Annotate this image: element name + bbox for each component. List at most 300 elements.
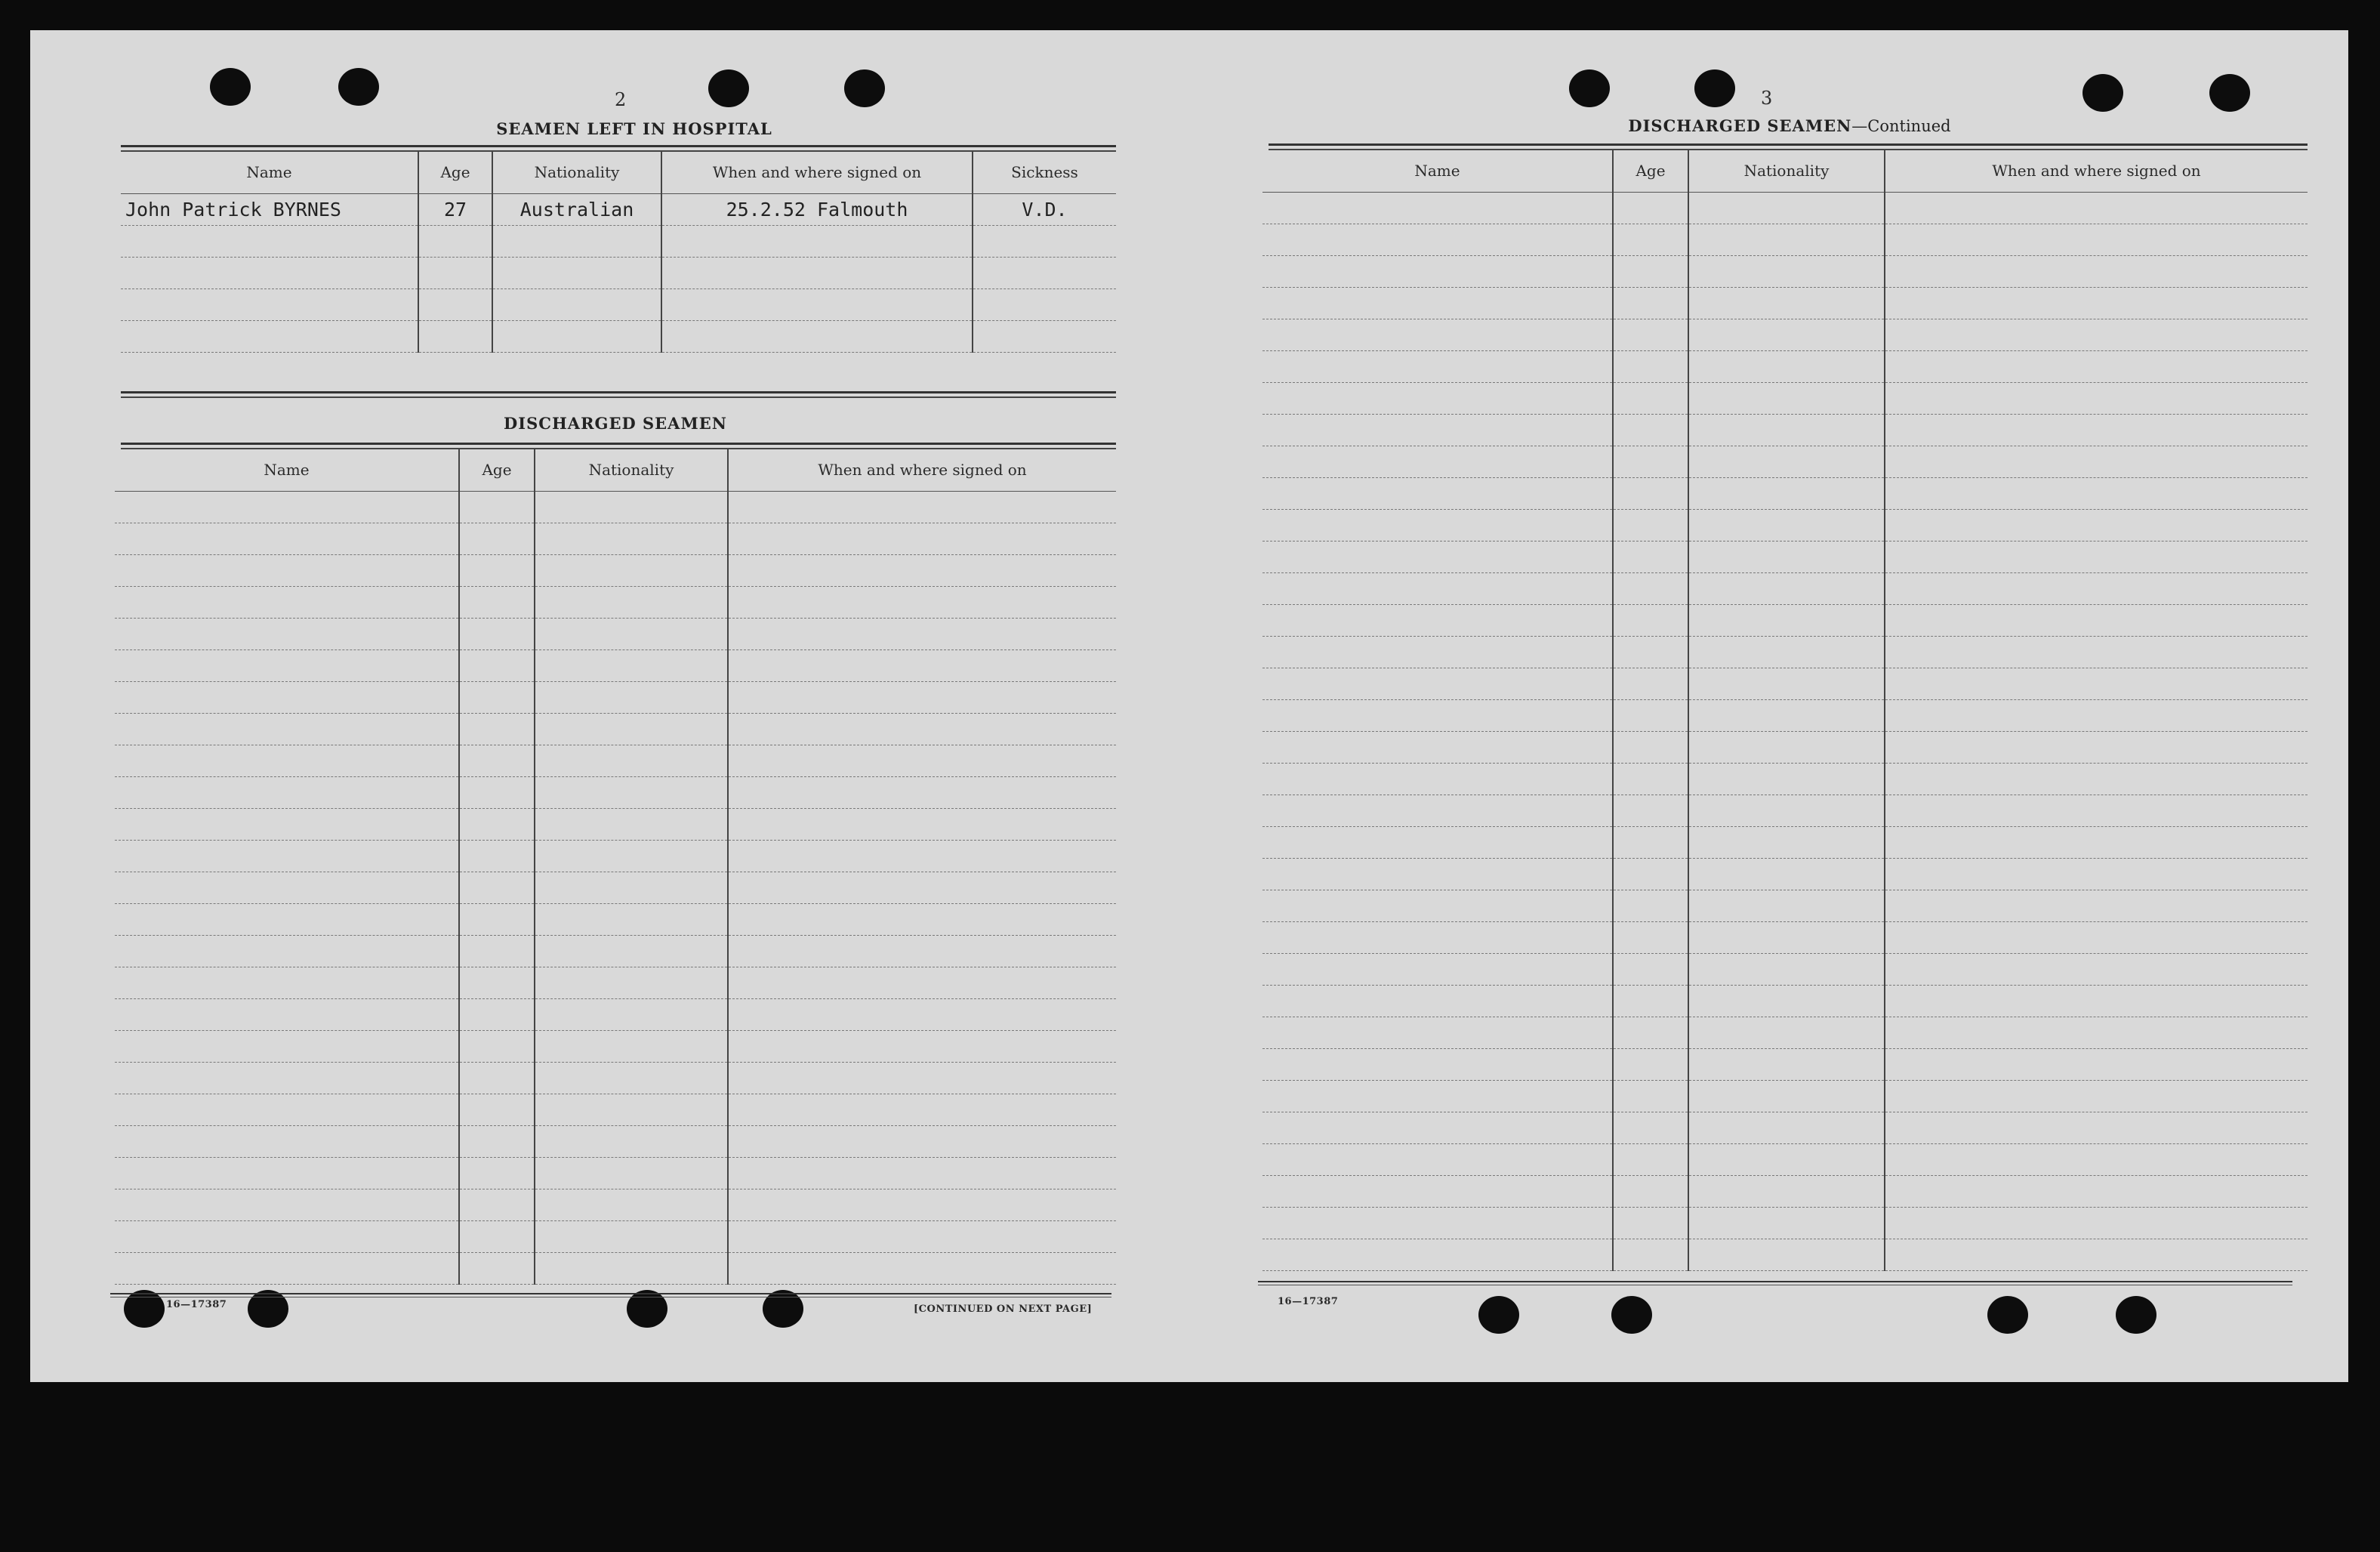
cell-signed-on — [1885, 795, 2308, 827]
table-row — [1262, 1017, 2308, 1049]
cell-name — [121, 321, 418, 353]
table-row — [1262, 1112, 2308, 1144]
table-row — [1262, 1208, 2308, 1239]
column-header-age: Age — [459, 449, 535, 492]
discharged-table — [115, 449, 1116, 1285]
table-row — [121, 289, 1116, 321]
cell-signed-on — [1885, 637, 2308, 668]
table-row — [115, 1094, 1116, 1126]
cell-nationality — [1688, 1081, 1885, 1112]
cell-signed-on — [1885, 542, 2308, 573]
cell-nationality — [535, 682, 728, 714]
punch-hole — [2082, 74, 2123, 112]
cell-nationality — [535, 809, 728, 841]
cell-nationality — [535, 1126, 728, 1158]
cell-signed-on — [728, 872, 1116, 904]
cell-sickness — [973, 226, 1116, 258]
cell-age — [1613, 1208, 1688, 1239]
cell-name — [1262, 319, 1613, 351]
cell-signed-on — [1885, 1112, 2308, 1144]
cell-nationality — [535, 619, 728, 650]
cell-name — [115, 619, 459, 650]
cell-age — [459, 745, 535, 777]
cell-name — [1262, 256, 1613, 288]
cell-name — [1262, 415, 1613, 446]
cell-age — [459, 1253, 535, 1285]
table-row — [1262, 288, 2308, 319]
cell-sickness — [973, 258, 1116, 289]
cell-nationality — [1688, 922, 1885, 954]
cell-age — [1613, 573, 1688, 605]
cell-age — [459, 714, 535, 745]
cell-signed-on — [728, 1126, 1116, 1158]
cell-signed-on — [728, 587, 1116, 619]
cell-name — [115, 1063, 459, 1094]
cell-name — [115, 745, 459, 777]
table-row — [115, 587, 1116, 619]
table-row — [115, 936, 1116, 967]
cell-nationality — [535, 999, 728, 1031]
cell-age — [459, 1221, 535, 1253]
cell-age — [1613, 478, 1688, 510]
cell-nationality — [1688, 446, 1885, 478]
table-row — [1262, 732, 2308, 764]
cell-sickness: V.D. — [973, 194, 1116, 226]
cell-name — [115, 967, 459, 999]
cell-name — [121, 226, 418, 258]
table-row — [115, 809, 1116, 841]
cell-nationality — [1688, 795, 1885, 827]
cell-age — [418, 258, 492, 289]
table-row — [121, 194, 1116, 226]
form-number-left: 16—17387 — [166, 1299, 227, 1310]
cell-age — [418, 226, 492, 258]
cell-nationality — [535, 1031, 728, 1063]
table-row — [1262, 827, 2308, 859]
table-row — [1262, 510, 2308, 542]
cell-signed-on — [1885, 827, 2308, 859]
cell-name — [121, 289, 418, 321]
cell-signed-on — [1885, 256, 2308, 288]
cell-nationality — [1688, 605, 1885, 637]
bottom-rule — [110, 1293, 1111, 1297]
cell-name — [1262, 605, 1613, 637]
table-row — [121, 258, 1116, 289]
cell-age — [459, 777, 535, 809]
cell-age — [1613, 890, 1688, 922]
cell-nationality — [535, 872, 728, 904]
cell-name — [1262, 193, 1613, 224]
cell-name — [1262, 986, 1613, 1017]
punch-hole — [2116, 1296, 2156, 1334]
cell-nationality — [535, 650, 728, 682]
cell-age: 27 — [418, 194, 492, 226]
continued-note: [CONTINUED ON NEXT PAGE] — [914, 1304, 1093, 1315]
cell-name — [1262, 224, 1613, 256]
cell-name — [1262, 573, 1613, 605]
cell-signed-on — [1885, 478, 2308, 510]
cell-age — [459, 967, 535, 999]
cell-nationality — [535, 1094, 728, 1126]
column-header-name: Name — [1262, 150, 1613, 193]
cell-signed-on — [661, 289, 973, 321]
table-row — [1262, 700, 2308, 732]
cell-signed-on — [728, 714, 1116, 745]
punch-hole — [1478, 1296, 1519, 1334]
column-header-sickness: Sickness — [973, 151, 1116, 194]
cell-nationality — [1688, 478, 1885, 510]
table-row — [1262, 922, 2308, 954]
table-row — [1262, 1239, 2308, 1271]
hospital-header-row — [121, 151, 1116, 194]
cell-name — [1262, 288, 1613, 319]
cell-name — [115, 523, 459, 555]
cell-signed-on — [728, 809, 1116, 841]
discharged-continued-table — [1262, 150, 2308, 1271]
cell-nationality — [535, 523, 728, 555]
table-row — [1262, 193, 2308, 224]
punch-hole — [1611, 1296, 1652, 1334]
cell-nationality — [535, 714, 728, 745]
cell-nationality — [535, 555, 728, 587]
cell-age — [1613, 605, 1688, 637]
table-row — [115, 555, 1116, 587]
cell-age — [1613, 415, 1688, 446]
punch-hole — [1569, 69, 1610, 107]
cell-signed-on — [1885, 859, 2308, 890]
cell-name — [1262, 795, 1613, 827]
cell-name — [115, 1031, 459, 1063]
cell-name — [115, 555, 459, 587]
cell-age — [1613, 827, 1688, 859]
cell-nationality — [1688, 224, 1885, 256]
cell-signed-on — [1885, 351, 2308, 383]
cell-nationality — [1688, 193, 1885, 224]
cell-signed-on — [1885, 415, 2308, 446]
table-row — [115, 777, 1116, 809]
cell-signed-on — [1885, 573, 2308, 605]
cell-nationality — [492, 226, 661, 258]
title-text: DISCHARGED SEAMEN — [1628, 116, 1852, 135]
column-header-name: Name — [121, 151, 418, 194]
column-header-age: Age — [418, 151, 492, 194]
cell-name — [115, 1126, 459, 1158]
cell-name — [115, 682, 459, 714]
cell-signed-on — [1885, 1017, 2308, 1049]
cell-nationality — [535, 745, 728, 777]
table-row — [115, 1253, 1116, 1285]
cell-nationality — [1688, 1208, 1885, 1239]
cell-signed-on — [728, 1221, 1116, 1253]
cell-sickness — [973, 289, 1116, 321]
bottom-rule — [1258, 1281, 2292, 1285]
column-header-age: Age — [1613, 150, 1688, 193]
table-row — [1262, 573, 2308, 605]
table-row — [115, 999, 1116, 1031]
column-header-signed-on: When and where signed on — [1885, 150, 2308, 193]
table-row — [115, 1031, 1116, 1063]
cell-nationality — [535, 777, 728, 809]
cell-nationality — [1688, 510, 1885, 542]
table-row — [115, 745, 1116, 777]
cell-name — [115, 714, 459, 745]
cell-signed-on — [728, 650, 1116, 682]
cell-age — [1613, 446, 1688, 478]
cell-age — [1613, 288, 1688, 319]
column-header-nationality: Nationality — [535, 449, 728, 492]
table-row — [115, 523, 1116, 555]
table-row — [121, 321, 1116, 353]
cell-name — [115, 809, 459, 841]
cell-age — [1613, 319, 1688, 351]
cell-name — [1262, 478, 1613, 510]
table-row — [115, 619, 1116, 650]
cell-name — [115, 872, 459, 904]
cell-age — [1613, 1112, 1688, 1144]
cell-age — [459, 1189, 535, 1221]
cell-name — [1262, 446, 1613, 478]
column-header-signed-on: When and where signed on — [728, 449, 1116, 492]
table-row — [115, 872, 1116, 904]
cell-nationality — [1688, 573, 1885, 605]
cell-signed-on: 25.2.52 Falmouth — [661, 194, 973, 226]
cell-name — [1262, 1208, 1613, 1239]
cell-signed-on — [728, 682, 1116, 714]
column-header-nationality: Nationality — [1688, 150, 1885, 193]
table-row — [1262, 954, 2308, 986]
cell-signed-on — [1885, 288, 2308, 319]
cell-age — [1613, 224, 1688, 256]
cell-signed-on — [1885, 986, 2308, 1017]
cell-nationality — [1688, 542, 1885, 573]
column-header-name: Name — [115, 449, 459, 492]
table-row — [1262, 1049, 2308, 1081]
cell-nationality — [1688, 1176, 1885, 1208]
cell-name — [115, 1253, 459, 1285]
table-row — [1262, 986, 2308, 1017]
cell-age — [1613, 193, 1688, 224]
cell-signed-on — [1885, 224, 2308, 256]
cell-signed-on — [1885, 764, 2308, 795]
cell-name — [1262, 764, 1613, 795]
discharged-header-row — [115, 449, 1116, 492]
cell-name — [1262, 1176, 1613, 1208]
hospital-section-title: SEAMEN LEFT IN HOSPITAL — [496, 119, 772, 138]
cell-name — [1262, 890, 1613, 922]
cell-age — [1613, 637, 1688, 668]
cell-nationality — [1688, 890, 1885, 922]
table-row — [1262, 859, 2308, 890]
cell-age — [1613, 1176, 1688, 1208]
cell-age — [1613, 764, 1688, 795]
table-row — [115, 1158, 1116, 1189]
cell-age — [459, 1063, 535, 1094]
cell-signed-on — [1885, 1239, 2308, 1271]
cell-name — [115, 904, 459, 936]
cell-nationality — [535, 1189, 728, 1221]
table-row — [115, 714, 1116, 745]
cell-signed-on — [1885, 510, 2308, 542]
cell-nationality — [1688, 415, 1885, 446]
cell-age — [1613, 351, 1688, 383]
cell-signed-on — [728, 1094, 1116, 1126]
cell-nationality — [535, 1063, 728, 1094]
punch-hole — [338, 68, 379, 106]
cell-signed-on — [1885, 605, 2308, 637]
cell-signed-on — [728, 492, 1116, 523]
cell-age — [459, 936, 535, 967]
cell-signed-on — [728, 967, 1116, 999]
cell-signed-on — [728, 555, 1116, 587]
cell-nationality — [1688, 668, 1885, 700]
cell-sickness — [973, 321, 1116, 353]
cell-age — [1613, 256, 1688, 288]
form-sheet — [30, 30, 2348, 1382]
cell-name — [1262, 668, 1613, 700]
column-header-nationality: Nationality — [492, 151, 661, 194]
cell-nationality — [1688, 764, 1885, 795]
cell-age — [1613, 668, 1688, 700]
cell-signed-on — [728, 904, 1116, 936]
cell-age — [459, 650, 535, 682]
hospital-table — [121, 151, 1116, 353]
cell-age — [1613, 986, 1688, 1017]
cell-name — [115, 841, 459, 872]
cell-signed-on — [1885, 668, 2308, 700]
cell-signed-on — [728, 1063, 1116, 1094]
cell-signed-on — [728, 936, 1116, 967]
punch-hole — [708, 69, 749, 107]
table-row — [1262, 795, 2308, 827]
cell-age — [459, 1031, 535, 1063]
cell-nationality — [535, 841, 728, 872]
discharged-continued-title — [1269, 116, 2311, 135]
title-suffix: —Continued — [1851, 117, 1951, 135]
table-row — [121, 226, 1116, 258]
cell-signed-on — [1885, 890, 2308, 922]
cell-age — [459, 1126, 535, 1158]
cell-signed-on — [1885, 383, 2308, 415]
section-rule — [121, 391, 1116, 398]
cell-age — [459, 904, 535, 936]
punch-hole — [2209, 74, 2250, 112]
cell-age — [1613, 510, 1688, 542]
cell-signed-on — [728, 999, 1116, 1031]
table-row — [115, 1126, 1116, 1158]
continued-header-row — [1262, 150, 2308, 193]
table-row — [1262, 668, 2308, 700]
cell-signed-on — [1885, 1208, 2308, 1239]
cell-signed-on — [1885, 193, 2308, 224]
cell-nationality — [1688, 319, 1885, 351]
cell-nationality — [535, 492, 728, 523]
cell-signed-on — [1885, 732, 2308, 764]
cell-age — [459, 555, 535, 587]
cell-nationality — [492, 258, 661, 289]
punch-hole — [1694, 69, 1735, 107]
table-row — [115, 904, 1116, 936]
cell-signed-on — [1885, 954, 2308, 986]
cell-signed-on — [728, 1031, 1116, 1063]
cell-nationality — [1688, 1112, 1885, 1144]
cell-signed-on — [728, 619, 1116, 650]
cell-name — [1262, 383, 1613, 415]
cell-nationality — [1688, 256, 1885, 288]
table-row — [1262, 764, 2308, 795]
cell-name: John Patrick BYRNES — [121, 194, 418, 226]
cell-nationality — [1688, 732, 1885, 764]
cell-nationality — [1688, 1049, 1885, 1081]
cell-nationality — [1688, 954, 1885, 986]
cell-name — [115, 1158, 459, 1189]
cell-signed-on — [1885, 319, 2308, 351]
cell-name — [1262, 1049, 1613, 1081]
cell-name — [1262, 827, 1613, 859]
cell-nationality — [1688, 1144, 1885, 1176]
cell-age — [1613, 954, 1688, 986]
cell-signed-on — [728, 1253, 1116, 1285]
cell-age — [459, 1094, 535, 1126]
cell-signed-on — [728, 1189, 1116, 1221]
cell-nationality — [1688, 986, 1885, 1017]
cell-signed-on — [1885, 1176, 2308, 1208]
cell-name — [1262, 732, 1613, 764]
cell-signed-on — [728, 745, 1116, 777]
cell-age — [459, 587, 535, 619]
cell-name — [1262, 1017, 1613, 1049]
cell-age — [1613, 859, 1688, 890]
cell-nationality: Australian — [492, 194, 661, 226]
cell-signed-on — [1885, 700, 2308, 732]
table-row — [1262, 605, 2308, 637]
cell-age — [459, 682, 535, 714]
cell-name — [115, 1189, 459, 1221]
cell-age — [459, 492, 535, 523]
table-row — [1262, 383, 2308, 415]
column-header-signed-on: When and where signed on — [661, 151, 973, 194]
cell-age — [459, 872, 535, 904]
page-number-right: 3 — [1761, 88, 1773, 109]
table-row — [115, 967, 1116, 999]
cell-nationality — [535, 587, 728, 619]
cell-age — [1613, 700, 1688, 732]
cell-name — [1262, 637, 1613, 668]
cell-nationality — [1688, 1239, 1885, 1271]
cell-age — [459, 999, 535, 1031]
cell-age — [459, 619, 535, 650]
cell-nationality — [535, 936, 728, 967]
cell-signed-on — [728, 1158, 1116, 1189]
cell-nationality — [492, 289, 661, 321]
table-row — [115, 1189, 1116, 1221]
punch-hole — [1987, 1296, 2028, 1334]
cell-age — [459, 809, 535, 841]
cell-signed-on — [728, 841, 1116, 872]
table-row — [1262, 446, 2308, 478]
cell-signed-on — [1885, 1081, 2308, 1112]
cell-signed-on — [1885, 1144, 2308, 1176]
cell-nationality — [535, 1253, 728, 1285]
cell-name — [1262, 1081, 1613, 1112]
table-row — [1262, 351, 2308, 383]
cell-age — [459, 523, 535, 555]
cell-age — [418, 289, 492, 321]
table-row — [115, 492, 1116, 523]
cell-age — [1613, 1017, 1688, 1049]
cell-signed-on — [661, 226, 973, 258]
table-row — [1262, 1176, 2308, 1208]
punch-hole — [210, 68, 251, 106]
